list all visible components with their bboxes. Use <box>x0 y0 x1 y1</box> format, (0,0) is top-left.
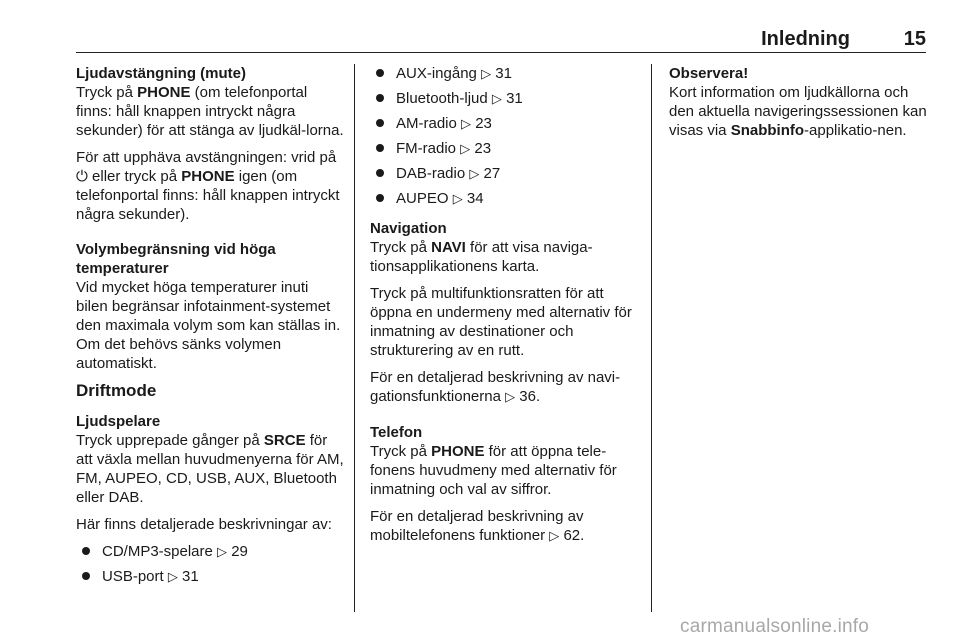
heading-phone: Telefon <box>370 424 423 441</box>
bullet-icon <box>376 144 384 152</box>
bullet-icon <box>376 94 384 102</box>
list-item: AM-radio ▷ 23 <box>370 114 638 134</box>
heading-navigation: Navigation <box>370 220 447 237</box>
ref-arrow-icon: ▷ <box>505 390 516 405</box>
bullet-list-1 <box>76 542 344 587</box>
heading-volume-limit: Volymbegränsning vid höga temperaturer <box>76 241 276 277</box>
header-divider <box>76 52 926 53</box>
ref-arrow-icon: ▷ <box>481 67 492 82</box>
column-3 <box>669 64 929 148</box>
ref-arrow-icon: ▷ <box>167 570 178 585</box>
bullet-icon <box>376 69 384 77</box>
list-item: USB-port ▷ 31 <box>76 567 344 587</box>
power-icon: ⏻ <box>76 168 88 185</box>
ref-arrow-icon: ▷ <box>452 192 463 207</box>
bullet-icon <box>82 547 90 555</box>
list-item: DAB-radio ▷ 27 <box>370 164 638 184</box>
column-divider-1 <box>354 64 355 612</box>
section-title-driftmode: Driftmode <box>76 381 157 400</box>
heading-mute: Ljudavstängning (mute) <box>76 65 246 82</box>
bullet-icon <box>376 169 384 177</box>
audio-paragraph-2: Här finns detaljerade beskrivningar av: <box>76 516 332 533</box>
bullet-icon <box>82 572 90 580</box>
bullet-icon <box>376 119 384 127</box>
ref-arrow-icon: ▷ <box>469 167 480 182</box>
page-number: 15 <box>903 28 926 50</box>
watermark-footer: carmanualsonline.info <box>680 616 870 637</box>
heading-audio-player: Ljudspelare <box>76 413 161 430</box>
ref-arrow-icon: ▷ <box>217 545 228 560</box>
column-1 <box>76 64 344 597</box>
phone-paragraph-2: För en detaljerad beskrivning av mobiltelefonens funktioner ▷ 62. <box>370 508 585 544</box>
ref-arrow-icon: ▷ <box>549 529 560 544</box>
mute-paragraph-1: Tryck på PHONE (om telefonportal finns: håll knappen intryckt några sekunder) för att stänga av ljudkäl-lorna. <box>76 84 344 139</box>
column-divider-2 <box>651 64 652 612</box>
mute-paragraph-2: För att upphäva avstängningen: vrid på ⏻ eller tryck på PHONE igen (om telefonportal finns: håll knappen intryckt några sekunder). <box>76 149 340 223</box>
volume-paragraph: Vid mycket höga temperaturer inuti bilen begränsar infotainment-systemet den maximala volym som kan ställas in. Om det behövs sänks volymen automatiskt. <box>76 279 341 372</box>
chapter-title: Inledning <box>761 28 850 50</box>
column-2 <box>370 64 638 554</box>
phone-paragraph-1: Tryck på PHONE för att öppna tele-fonens huvudmeny med alternativ för inmatning och val av siffror. <box>370 443 617 498</box>
page-header <box>76 0 926 52</box>
list-item: FM-radio ▷ 23 <box>370 139 638 159</box>
bullet-list-2 <box>370 64 638 209</box>
ref-arrow-icon: ▷ <box>461 117 472 132</box>
list-item: AUX-ingång ▷ 31 <box>370 64 638 84</box>
ref-arrow-icon: ▷ <box>491 92 502 107</box>
nav-paragraph-1: Tryck på NAVI för att visa naviga-tionsapplikationens karta. <box>370 239 593 275</box>
nav-paragraph-2: Tryck på multifunktionsratten för att öppna en undermeny med alternativ för inmatning av destinationer och strukturering av en rutt. <box>370 285 632 359</box>
audio-paragraph-1: Tryck upprepade gånger på SRCE för att växla mellan huvudmenyerna för AM, FM, AUPEO, CD, USB, AUX, Bluetooth eller DAB. <box>76 432 344 506</box>
ref-arrow-icon: ▷ <box>460 142 471 157</box>
list-item: AUPEO ▷ 34 <box>370 189 638 209</box>
list-item: Bluetooth-ljud ▷ 31 <box>370 89 638 109</box>
heading-note: Observera! <box>669 65 749 82</box>
note-paragraph: Kort information om ljudkällorna och den aktuella navigeringssessionen kan visas via Snabbinfo-applikatio-nen. <box>669 84 927 139</box>
list-item: CD/MP3-spelare ▷ 29 <box>76 542 344 562</box>
nav-paragraph-3: För en detaljerad beskrivning av navi-gationsfunktionerna ▷ 36. <box>370 369 621 405</box>
bullet-icon <box>376 194 384 202</box>
